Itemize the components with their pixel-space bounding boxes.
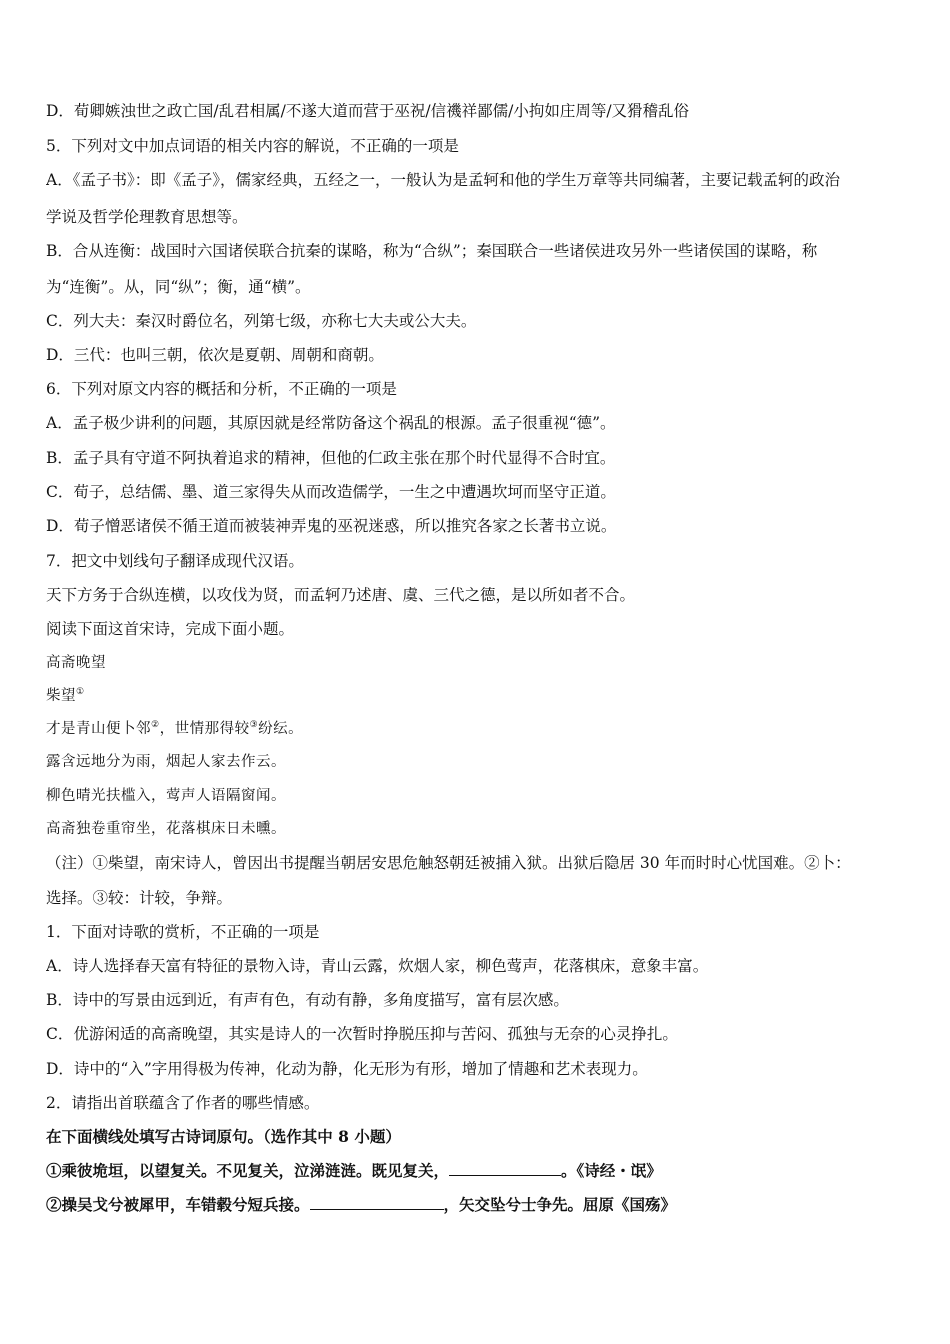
- poem-q1-option-b: B．诗中的写景由远到近，有声有色，有动有静，多角度描写，富有层次感。: [46, 991, 569, 1009]
- q5-option-a-line2: 学说及哲学伦理教育思想等。: [46, 208, 248, 226]
- fill-in-item-2-prompt: ②操吴戈兮被犀甲，车错毂兮短兵接。: [46, 1195, 310, 1214]
- poem-q1-option-a: A．诗人选择春天富有特征的景物入诗，青山云露，炊烟人家，柳色莺声，花落棋床，意象丰富。: [46, 957, 709, 975]
- fill-in-item-1-source: 。《诗经・氓》: [561, 1161, 662, 1180]
- poem-line-4: 高斋独卷重帘坐，花落棋床日未曛。: [46, 821, 286, 837]
- q6-option-b: B．孟子具有守道不阿执着追求的精神，但他的仁政主张在那个时代显得不合时宜。: [46, 449, 616, 467]
- q5-option-b-line1: B．合从连衡：战国时六国诸侯联合抗秦的谋略，称为“合纵”；秦国联合一些诸侯进攻另外一些诸侯国的谋略，称: [46, 242, 818, 260]
- fill-in-item-2-source: ，矢交坠兮士争先。屈原《国殇》: [443, 1195, 677, 1214]
- q6-option-a: A．孟子极少讲利的问题，其原因就是经常防备这个祸乱的根源。孟子很重视“德”。: [46, 414, 616, 432]
- q5-option-a-line1: A．《孟子书》：即《孟子》，儒家经典，五经之一，一般认为是孟轲和他的学生万章等共同编著，主要记载孟轲的政治: [46, 171, 840, 189]
- fill-in-item-1: [46, 1161, 908, 1181]
- poem-title: 高斋晚望: [46, 655, 106, 671]
- q6-option-d: D．荀子憎恶诸侯不循王道而被装神弄鬼的巫祝迷惑，所以推究各家之长著书立说。: [46, 517, 617, 535]
- poem-author-name: 柴望: [46, 688, 76, 704]
- poem-line-3: 柳色晴光扶槛入，莺声人语隔窗闻。: [46, 788, 286, 804]
- footnote-marker-3: ③: [249, 720, 259, 731]
- poem-q1-stem: 1．下面对诗歌的赏析，不正确的一项是: [46, 923, 320, 941]
- poem-q1-option-d: D．诗中的“入”字用得极为传神，化动为静，化无形为有形，增加了情趣和艺术表现力。: [46, 1060, 648, 1078]
- q5-option-b-line2: 为“连衡”。从，同“纵”；衡，通“横”。: [46, 278, 311, 296]
- poem-author: [46, 686, 908, 706]
- poem-line-1: [46, 719, 908, 739]
- q6-option-c: C．荀子，总结儒、墨、道三家得失从而改造儒学，一生之中遭遇坎坷而坚守正道。: [46, 483, 616, 501]
- poem-line-1-part-c: 纷纭。: [258, 721, 304, 737]
- poem-line-1-part-a: 才是青山便卜邻: [46, 721, 151, 737]
- q5-option-c: C．列大夫：秦汉时爵位名，列第七级，亦称七大夫或公大夫。: [46, 312, 477, 330]
- q5-stem: 5．下列对文中加点词语的相关内容的解说，不正确的一项是: [46, 137, 459, 155]
- poem-intro: 阅读下面这首宋诗，完成下面小题。: [46, 620, 295, 638]
- q7-stem: 7．把文中划线句子翻译成现代汉语。: [46, 552, 304, 570]
- fill-in-item-2: [46, 1195, 908, 1215]
- poem-line-1-part-b: ，世情那得较: [159, 721, 250, 737]
- fill-in-heading: 在下面横线处填写古诗词原句。（选作其中 8 小题）: [46, 1127, 401, 1146]
- poem-notes-line1: （注）①柴望，南宋诗人，曾因出书提醒当朝居安思危触怒朝廷被捕入狱。出狱后隐居 30 年而时时心忧国难。②卜：: [46, 854, 851, 872]
- poem-notes-line2: 选择。③较：计较，争辩。: [46, 889, 233, 907]
- q6-stem: 6．下列对原文内容的概括和分析，不正确的一项是: [46, 380, 397, 398]
- q5-option-d: D．三代：也叫三朝，依次是夏朝、周朝和商朝。: [46, 346, 384, 364]
- poem-line-2: 露含远地分为雨，烟起人家去作云。: [46, 754, 286, 770]
- poem-q1-option-c: C．优游闲适的高斋晚望，其实是诗人的一次暂时挣脱压抑与苦闷、孤独与无奈的心灵挣扎。: [46, 1025, 678, 1043]
- answer-blank-1[interactable]: [449, 1161, 561, 1176]
- poem-q2-stem: 2．请指出首联蕴含了作者的哪些情感。: [46, 1094, 320, 1112]
- fill-in-item-1-prompt: ①乘彼垝垣，以望复关。不见复关，泣涕涟涟。既见复关，: [46, 1161, 450, 1180]
- footnote-marker-1: ①: [76, 687, 85, 698]
- q7-sentence: 天下方务于合纵连横，以攻伐为贤，而孟轲乃述唐、虞、三代之德，是以所如者不合。: [46, 586, 636, 604]
- q4-option-d: D．荀卿嫉浊世之政亡国/乱君相属/不遂大道而营于巫祝/信禨祥鄙儒/小拘如庄周等/又猾稽乱俗: [46, 102, 690, 120]
- answer-blank-2[interactable]: [310, 1195, 444, 1210]
- footnote-marker-2: ②: [151, 720, 160, 731]
